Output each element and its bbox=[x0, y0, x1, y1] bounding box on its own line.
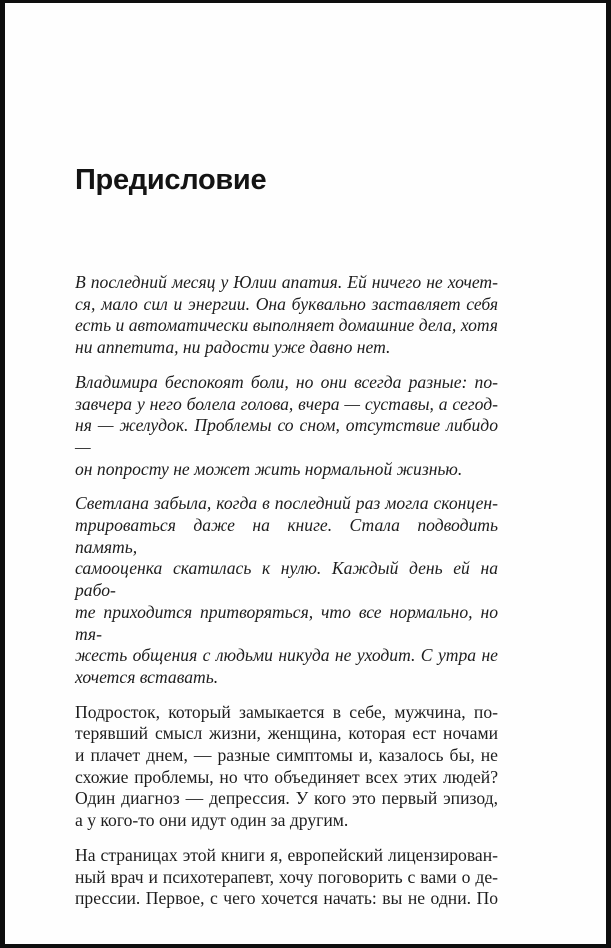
text-line: Один диагноз — депрессия. У кого это первый эпизод, bbox=[75, 788, 498, 809]
text-line: жесть общения с людьми никуда не уходит. С утра не bbox=[75, 645, 498, 666]
text-line: он попросту не может жить нормальной жизнью. bbox=[75, 458, 463, 479]
paragraph bbox=[75, 845, 498, 910]
text-line: ный врач и психотерапевт, хочу поговорить с вами о де- bbox=[75, 866, 498, 887]
text-line: В последний месяц у Юлии апатия. Ей ничего не хочет- bbox=[75, 272, 498, 292]
text-line: Подросток, который замыкается в себе, мужчина, по- bbox=[75, 701, 498, 722]
text-line: а у кого-то они идут один за другим. bbox=[75, 810, 349, 831]
text-line: схожие проблемы, но что объединяет всех этих людей? bbox=[75, 766, 498, 787]
text-line: На страницах этой книги я, европейский лицензирован- bbox=[75, 844, 498, 865]
paragraph bbox=[75, 493, 498, 688]
text-line: трироваться даже на книге. Стала подводить память, bbox=[75, 515, 498, 557]
chapter-title: Предисловие bbox=[75, 164, 267, 196]
paragraph bbox=[75, 372, 498, 481]
text-line: хочется вставать. bbox=[75, 666, 219, 687]
text-line: Светлана забыла, когда в последний раз могла сконцен- bbox=[75, 493, 498, 514]
paragraph bbox=[75, 702, 498, 832]
page-text bbox=[75, 272, 498, 923]
text-line: самооценка скатилась к нулю. Каждый день ей на рабо- bbox=[75, 558, 498, 601]
text-line: ня — желудок. Проблемы со сном, отсутствие либидо — bbox=[75, 415, 498, 457]
text-line: прессии. Первое, с чего хочется начать: вы не одни. По bbox=[75, 888, 498, 909]
text-line: есть и автоматически выполняет домашние дела, хотя bbox=[75, 315, 498, 336]
text-line: ся, мало сил и энергии. Она буквально заставляет себя bbox=[75, 293, 498, 314]
text-line: Владимира беспокоят боли, но они всегда разные: по- bbox=[75, 371, 498, 392]
text-line: ни аппетита, ни радости уже давно нет. bbox=[75, 337, 391, 358]
text-line: завчера у него болела голова, вчера — суставы, а сегод- bbox=[75, 393, 498, 414]
text-line: терявший смысл жизни, женщина, которая ест ночами bbox=[75, 723, 498, 744]
paragraph bbox=[75, 272, 498, 359]
text-line: те приходится притворяться, что все нормально, но тя- bbox=[75, 601, 498, 644]
text-line: и плачет днем, — разные симптомы и, казалось бы, не bbox=[75, 745, 498, 766]
